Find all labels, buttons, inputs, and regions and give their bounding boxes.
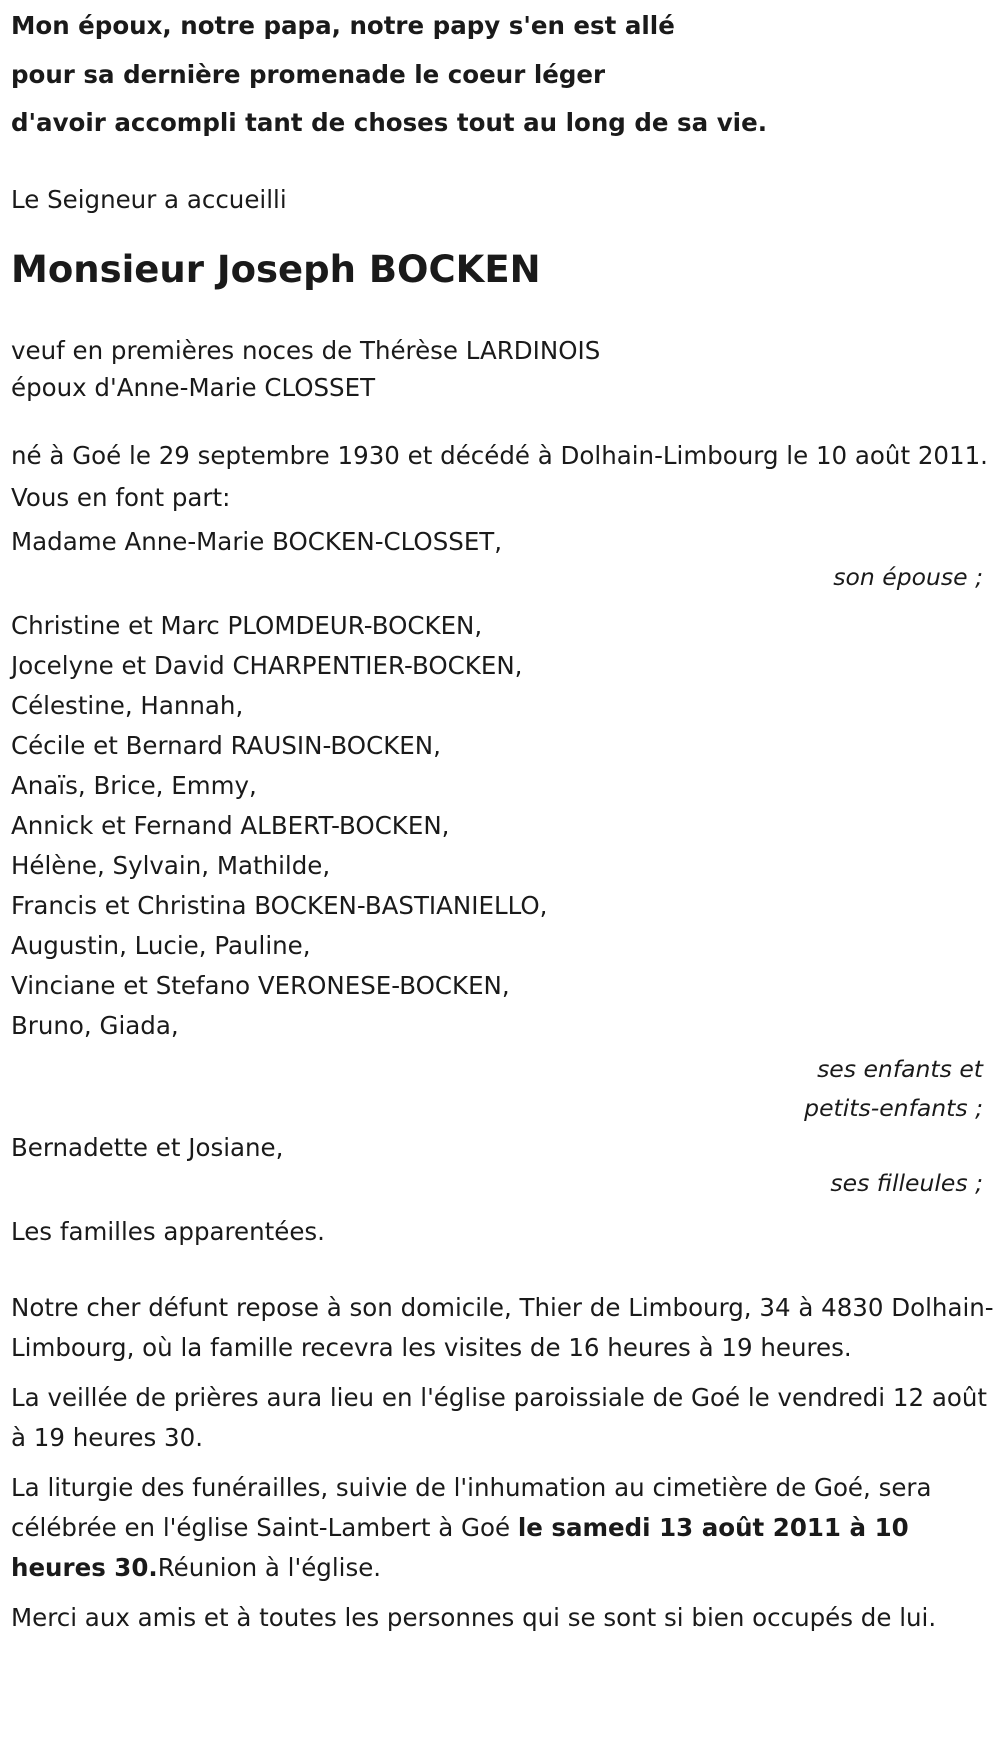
marital-status — [11, 332, 1000, 406]
funeral-paragraph — [11, 1468, 1000, 1588]
share-intro: Vous en font part: — [11, 482, 231, 512]
godchildren-names: Bernadette et Josiane, — [11, 1132, 284, 1162]
list-item: Hélène, Sylvain, Mathilde, — [11, 850, 331, 880]
funeral-meeting: Réunion à l'église. — [157, 1552, 382, 1582]
intro-line: pour sa dernière promenade le coeur léger — [11, 59, 606, 89]
widower-line: veuf en premières noces de Thérèse LARDINOIS — [11, 335, 601, 365]
families-line: Les familles apparentées. — [11, 1216, 325, 1246]
announcement: Le Seigneur a accueilli — [11, 184, 287, 214]
intro-verse — [11, 0, 1000, 148]
vigil-paragraph: La veillée de prières aura lieu en l'église paroissiale de Goé le vendredi 12 août à 19 heures 30. — [11, 1382, 988, 1452]
role-children-line: petits-enfants ; — [804, 1093, 983, 1122]
birth-death-line: né à Goé le 29 septembre 1930 et décédé à Dolhain-Limbourg le 10 août 2011. — [11, 440, 988, 470]
list-item: Christine et Marc PLOMDEUR-BOCKEN, — [11, 610, 483, 640]
list-item: Cécile et Bernard RAUSIN-BOCKEN, — [11, 730, 441, 760]
role-children — [11, 1050, 1000, 1128]
list-item: Annick et Fernand ALBERT-BOCKEN, — [11, 810, 450, 840]
list-item: Francis et Christina BOCKEN-BASTIANIELLO, — [11, 890, 548, 920]
spouse-line: époux d'Anne-Marie CLOSSET — [11, 372, 376, 402]
role-wife: son épouse ; — [833, 562, 983, 591]
home-visit-paragraph: Notre cher défunt repose à son domicile, Thier de Limbourg, 34 à 4830 Dolhain-Limbourg, où la famille recevra les visites de 16 heures à 19 heures. — [11, 1292, 994, 1362]
funeral-text: La liturgie des funérailles, suivie de l'inhumation au cimetière de Goé, sera célébrée en l'église Saint-Lambert à Goé — [11, 1472, 932, 1542]
list-item: Célestine, Hannah, — [11, 690, 244, 720]
funeral-date: le samedi 13 août 2011 à 10 heures 30. — [11, 1512, 909, 1582]
list-item: Jocelyne et David CHARPENTIER-BOCKEN, — [11, 650, 523, 680]
thanks-paragraph: Merci aux amis et à toutes les personnes qui se sont si bien occupés de lui. — [11, 1602, 937, 1632]
list-item: Anaïs, Brice, Emmy, — [11, 770, 257, 800]
intro-line: Mon époux, notre papa, notre papy s'en est allé — [11, 11, 675, 40]
list-item: Vinciane et Stefano VERONESE-BOCKEN, — [11, 970, 510, 1000]
deceased-name: Monsieur Joseph BOCKEN — [11, 247, 541, 291]
children-list — [11, 606, 1000, 1046]
role-children-line: ses enfants et — [817, 1054, 983, 1083]
role-godchildren: ses filleules ; — [830, 1168, 983, 1197]
list-item: Augustin, Lucie, Pauline, — [11, 930, 311, 960]
intro-line: d'avoir accompli tant de choses tout au long de sa vie. — [11, 108, 767, 137]
wife-name: Madame Anne-Marie BOCKEN-CLOSSET, — [11, 526, 503, 556]
list-item: Bruno, Giada, — [11, 1010, 179, 1040]
